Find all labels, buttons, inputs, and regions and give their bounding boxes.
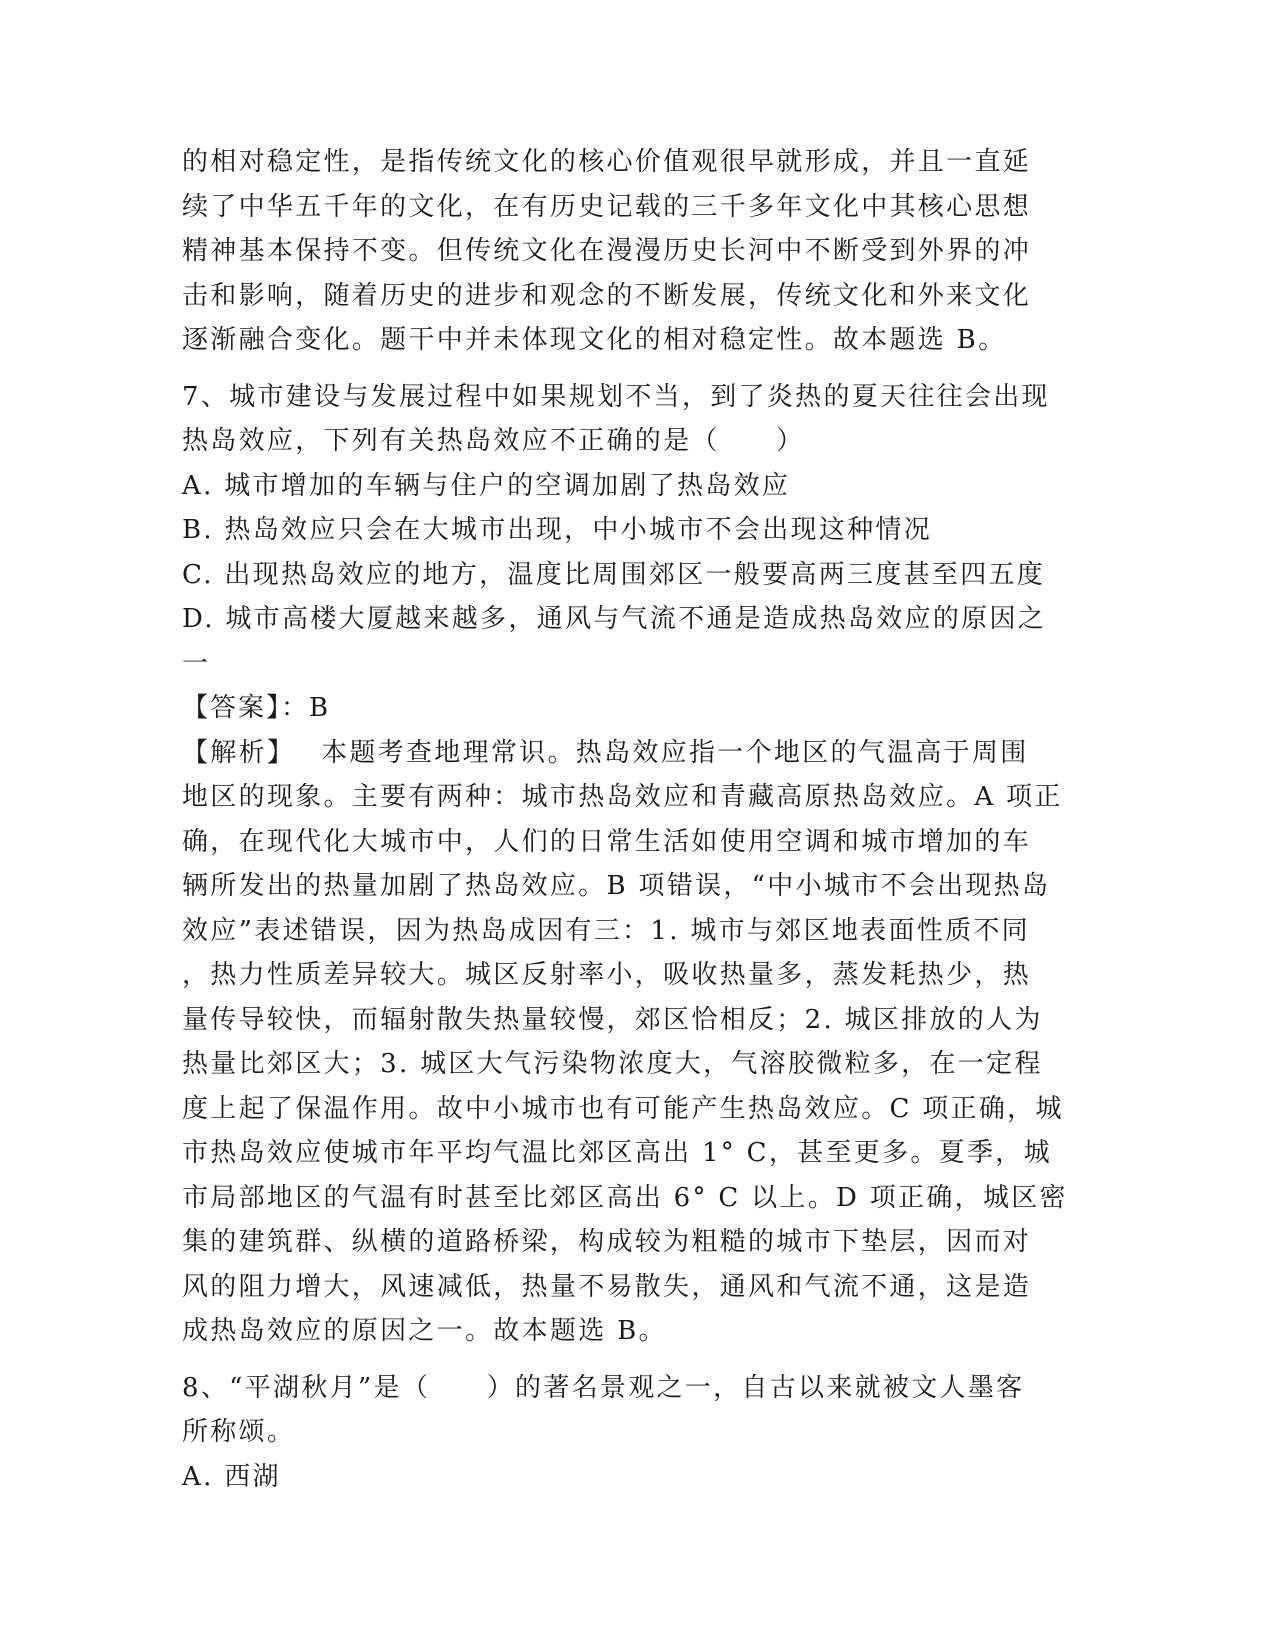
question-stem-line: 8、“平湖秋月”是（ ）的著名景观之一，自古以来就被文人墨客 (182, 1372, 1025, 1403)
option-c: C. 出现热岛效应的地方，温度比周围郊区一般要高两三度甚至四五度 (182, 559, 1046, 590)
text-line: 续了中华五千年的文化，在有历史记载的三千多年文化中其核心思想 (182, 191, 1032, 222)
question-stem-line: 热岛效应，下列有关热岛效应不正确的是（ ） (182, 426, 805, 456)
question-8 (182, 1366, 1042, 1500)
option-d: D. 城市高楼大厦越来越多，通风与气流不通是造成热岛效应的原因之 (182, 604, 1047, 634)
question-stem-line: 7、城市建设与发展过程中如果规划不当，到了炎热的夏天往往会出现 (182, 381, 1050, 412)
analysis-line: 市热岛效应使城市年平均气温比郊区高出 1° C，甚至更多。夏季，城 (182, 1138, 1052, 1168)
option-b: B. 热岛效应只会在大城市出现，中小城市不会出现这种情况 (182, 515, 933, 545)
analysis-line: 风的阻力增大，风速减低，热量不易散失，通风和气流不通，这是造 (182, 1271, 1032, 1302)
analysis-line: ，热力性质差异较大。城区反射率小，吸收热量多，蒸发耗热少，热 (182, 960, 1032, 990)
analysis-line: 效应”表述错误，因为热岛成因有三：1. 城市与郊区地表面性质不同 (182, 915, 1030, 946)
document-page (182, 140, 1068, 1499)
question-stem-line: 所称颂。 (182, 1417, 296, 1447)
text-line: 精神基本保持不变。但传统文化在漫漫历史长河中不断受到外界的冲 (182, 236, 1032, 266)
text-line: 击和影响，随着历史的进步和观念的不断发展，传统文化和外来文化 (182, 280, 1032, 311)
question-7 (182, 375, 1068, 1354)
analysis-line: 确，在现代化大城市中，人们的日常生活如使用空调和城市增加的车 (182, 826, 1032, 857)
analysis-line: 量传导较快，而辐射散失热量较慢，郊区恰相反；2. 城区排放的人为 (182, 1004, 1043, 1035)
analysis-line: 成热岛效应的原因之一。故本题选 B。 (182, 1316, 667, 1346)
analysis-line: 集的建筑群、纵横的道路桥梁，构成较为粗糙的城市下垫层，因而对 (182, 1227, 1032, 1257)
previous-explanation (182, 140, 1042, 363)
text-line: 逐渐融合变化。题干中并未体现文化的相对稳定性。故本题选 B。 (182, 325, 1007, 355)
analysis-line: 【解析】 本题考查地理常识。热岛效应指一个地区的气温高于周围 (182, 737, 1029, 768)
answer-line: 【答案】：B (182, 693, 331, 723)
text-line: 的相对稳定性，是指传统文化的核心价值观很早就形成，并且一直延 (182, 147, 1032, 177)
option-d-continued: 一 (182, 648, 211, 679)
analysis-line: 辆所发出的热量加剧了热岛效应。B 项错误，“中小城市不会出现热岛 (182, 871, 1051, 901)
analysis-line: 市局部地区的气温有时甚至比郊区高出 6° C 以上。D 项正确，城区密 (182, 1182, 1068, 1213)
analysis (182, 731, 1068, 1354)
option-a: A. 城市增加的车辆与住户的空调加剧了热岛效应 (182, 470, 791, 501)
analysis-line: 热量比郊区大；3. 城区大气污染物浓度大，气溶胶微粒多，在一定程 (182, 1049, 1043, 1079)
analysis-line: 地区的现象。主要有两种：城市热岛效应和青藏高原热岛效应。A 项正 (182, 782, 1063, 812)
analysis-line: 度上起了保温作用。故中小城市也有可能产生热岛效应。C 项正确，城 (182, 1093, 1064, 1124)
option-a: A. 西湖 (182, 1461, 281, 1492)
